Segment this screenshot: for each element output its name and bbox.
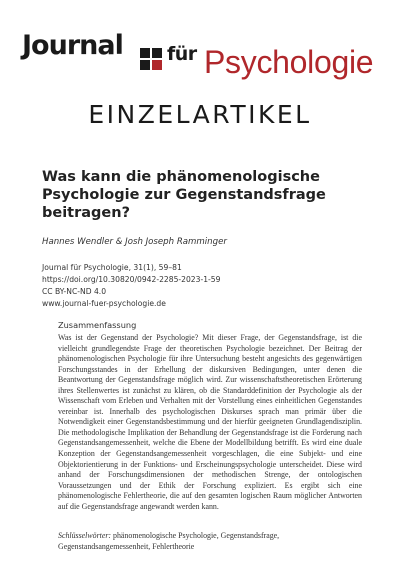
article-authors: Hannes Wendler & Josh Joseph Ramminger [42,237,227,247]
article-meta [42,262,220,310]
keywords-list: phänomenologische Psychologie, Gegenstandsfrage, Gegenstandsangemessenheit, Fehlertheorie [58,531,280,551]
meta-citation: Journal für Psychologie, 31(1), 59–81 [42,263,182,272]
meta-website[interactable]: www.journal-fuer-psychologie.de [42,299,166,308]
logo-fuer-text: für [167,43,197,65]
keywords-label: Schlüsselwörter: [58,531,112,540]
logo-psychologie-text: Psychologie [204,44,374,80]
abstract-heading: Zusammenfassung [58,320,137,330]
keywords [58,531,362,552]
section-label: EINZELARTIKEL [88,100,312,129]
abstract-text: Was ist der Gegenstand der Psychologie? Mit dieser Frage, der Gegenstandsfrage, ist die vielleicht grundlegendste Frage der theoretischen Psychologie bezeichnet. Der Beitrag der phänomenologischen Psychologie für ihre Untersuchung besteht angesichts des gegenwärtigen Forschungsstandes in der Erhellung der diskursiven Bedingungen, unter denen die Beantwortung der Gegenstandsfrage möglich wird. Zur wissenschaftstheoretischen Erörterung ihres Stellenwertes ist zunächst zu klären, ob die Standarddefinition der Psychologie als der Wissenschaft vom Erleben und Verhalten mit der Vorstellung eines einheitlichen Gegenstandes vereinbar ist. Innerhalb des psychologischen Diskurses sprach man primär über die Notwendigkeit einer Gegenstandsbestimmung und der hierfür geeigneten Grundlagendisziplin. Die methodologische Implikation der Behandlung der Gegenstandsfrage ist die Forderung nach Gegenstandsangemessenheit, welche die Ebene der Modellbildung betrifft. Es wird eine duale Konzeption der Gegenstandsangemessenheit vorgeschlagen, die eine Subjekt- und eine Objektorientierung in der Funktions- und Erscheinungspsychologie unterscheidet. Diese wird anhand der Forschungsdimensionen der methodischen Strenge, der ontologischen Voraussetzungen und der Ethik der Forschung expliziert. Es ergibt sich eine phänomenologische Fehlertheorie, die auf den gesamten logischen Raum möglicher Antworten auf die Gegenstandsfrage angewandt werden kann. [58,333,362,511]
article-title: Was kann die phänomenologische Psychologie zur Gegenstandsfrage beitragen? [42,169,326,221]
journal-logo [22,30,392,82]
meta-doi[interactable]: https://doi.org/10.30820/0942-2285-2023-1-59 [42,275,221,284]
meta-license: CC BY-NC-ND 4.0 [42,287,107,296]
logo-squares-icon [140,48,162,70]
logo-journal-text: Journal [22,30,123,61]
